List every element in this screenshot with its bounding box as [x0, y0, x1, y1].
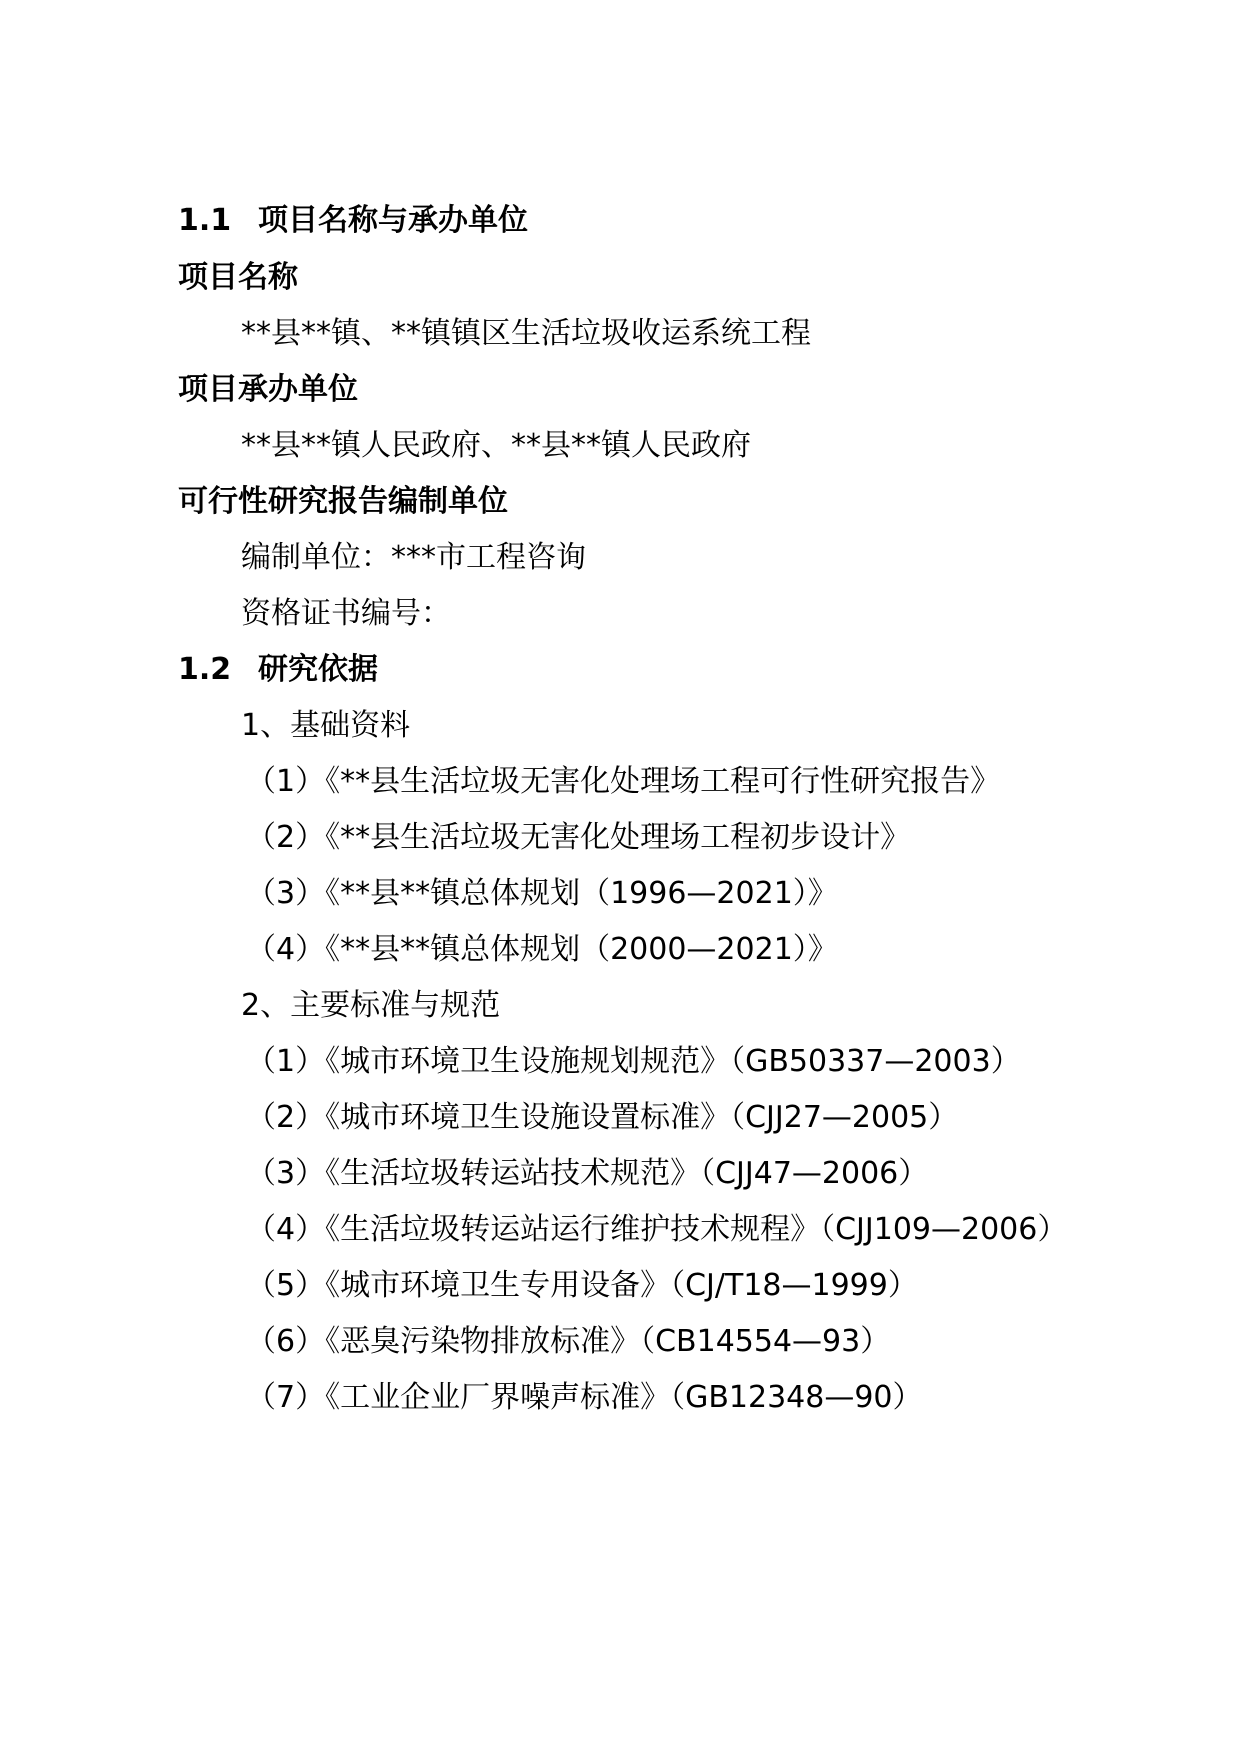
project-name-value: **县**镇、**镇镇区生活垃圾收运系统工程 [241, 316, 811, 351]
basic-materials-heading: 1、基础资料 [241, 708, 411, 743]
certificate-number-line: 资格证书编号： [241, 596, 451, 631]
basic-materials-item: （3）《**县**镇总体规划（1996—2021）》 [246, 876, 838, 911]
standards-item: （6）《恶臭污染物排放标准》（CB14554—93） [246, 1324, 891, 1359]
standards-item: （1）《城市环境卫生设施规划规范》（GB50337—2003） [246, 1044, 1021, 1079]
section-1-1-heading [178, 203, 528, 238]
standards-item: （2）《城市环境卫生设施设置标准》（CJJ27—2005） [246, 1100, 959, 1135]
basic-materials-item: （2）《**县生活垃圾无害化处理场工程初步设计》 [246, 820, 911, 855]
standards-item: （7）《工业企业厂界噪声标准》（GB12348—90） [246, 1380, 923, 1415]
standards-item: （5）《城市环境卫生专用设备》（CJ/T18—1999） [246, 1268, 918, 1303]
section-title: 项目名称与承办单位 [258, 203, 528, 238]
standards-heading: 2、主要标准与规范 [241, 988, 501, 1023]
basic-materials-item: （1）《**县生活垃圾无害化处理场工程可行性研究报告》 [246, 764, 1001, 799]
project-undertaker-value: **县**镇人民政府、**县**镇人民政府 [241, 428, 751, 463]
section-number: 1.1 [178, 203, 232, 238]
report-compiler-heading: 可行性研究报告编制单位 [178, 484, 508, 519]
project-undertaker-heading: 项目承办单位 [178, 372, 358, 407]
standards-item: （3）《生活垃圾转运站技术规范》（CJJ47—2006） [246, 1156, 929, 1191]
basic-materials-item: （4）《**县**镇总体规划（2000—2021）》 [246, 932, 838, 967]
section-1-2-heading [178, 652, 378, 687]
project-name-heading: 项目名称 [178, 260, 298, 295]
section-number: 1.2 [178, 652, 232, 687]
section-title: 研究依据 [258, 652, 378, 687]
standards-item: （4）《生活垃圾转运站运行维护技术规程》（CJJ109—2006） [246, 1212, 1068, 1247]
compiler-unit-line: 编制单位：***市工程咨询 [241, 540, 586, 575]
